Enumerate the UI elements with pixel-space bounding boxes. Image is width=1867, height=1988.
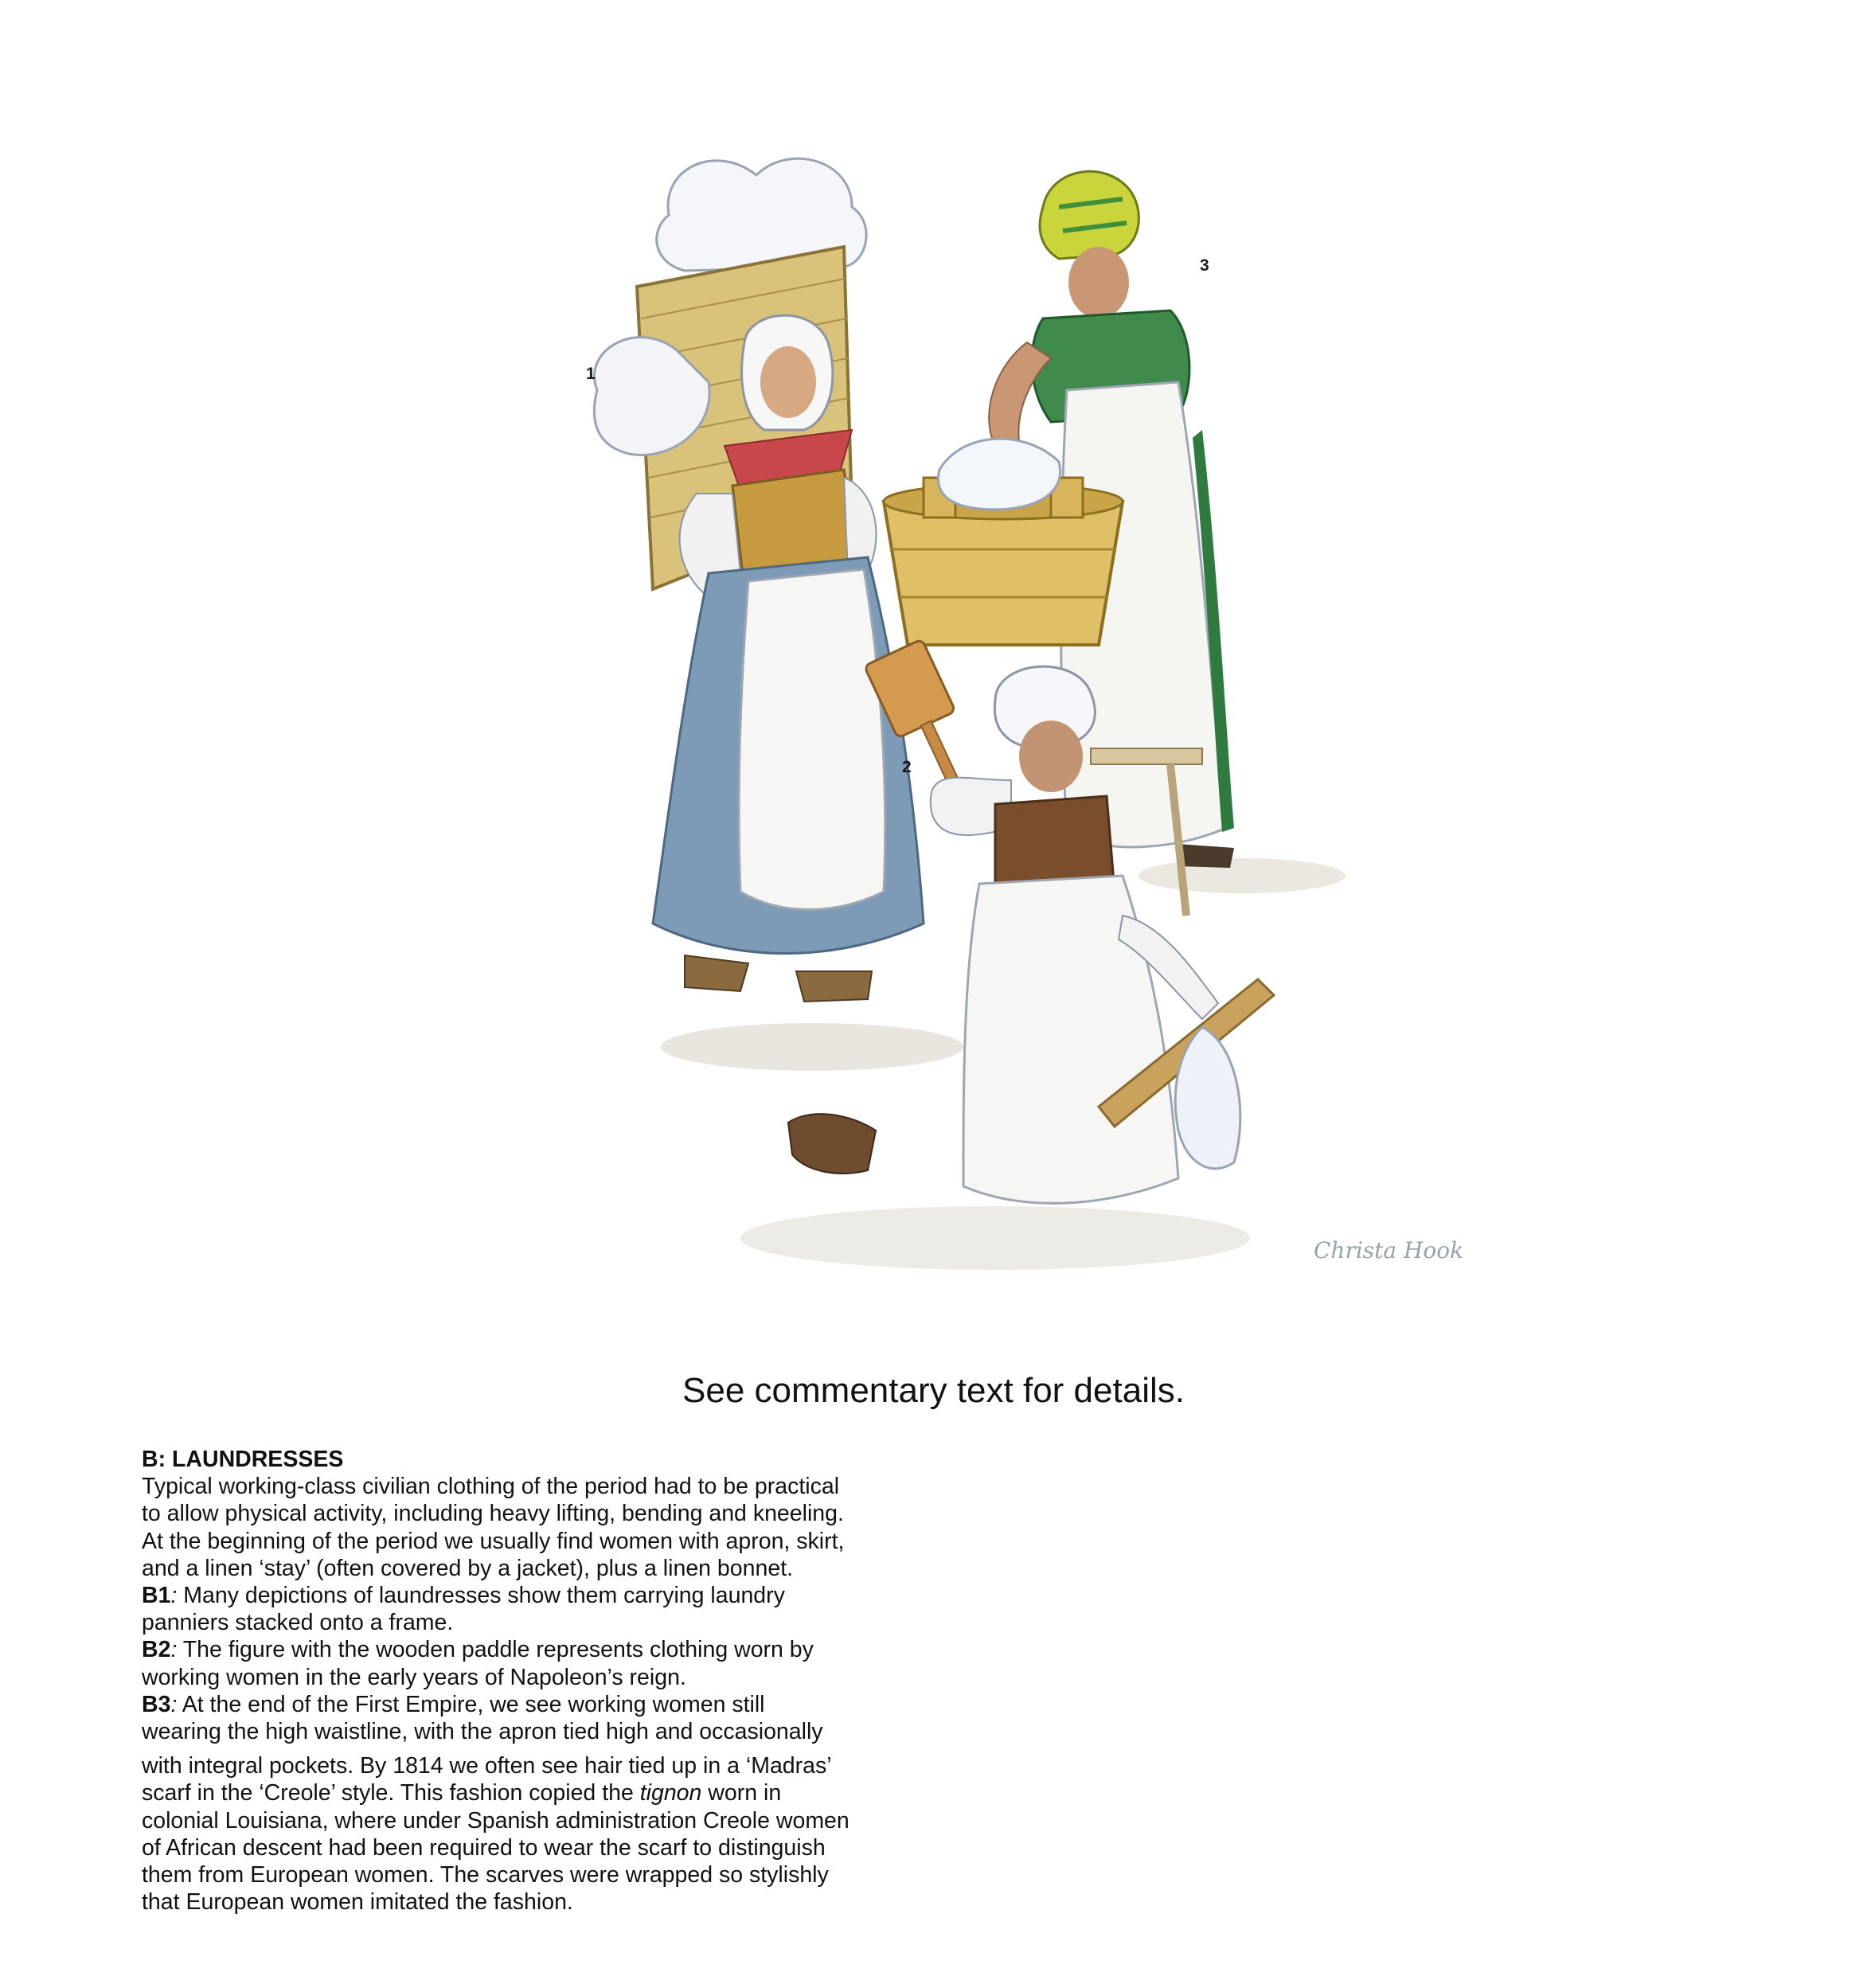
b3-tignon-before: scarf in the ‘Creole’ style. This fashion copied the [142, 1780, 640, 1806]
b2-label: B2 [142, 1637, 171, 1663]
plate-caption: See commentary text for details. [682, 1371, 1185, 1410]
b3-label: B3 [142, 1691, 171, 1717]
b1-text: Many depictions of laundresses show them carrying laundry [177, 1583, 785, 1609]
b3-tignon-line [142, 1779, 938, 1806]
b1-label: B1 [142, 1583, 171, 1609]
b1-text-line: panniers stacked onto a frame. [142, 1610, 454, 1636]
b3-text-line: that European women imitated the fashion. [142, 1889, 573, 1916]
figure-1-basket-carrier [594, 158, 924, 1002]
b3-text-line: wearing the high waistline, with the apron tied high and occasionally [142, 1719, 823, 1745]
b3-separator: : [170, 1691, 178, 1717]
b3-tignon-after: worn in [701, 1780, 782, 1806]
b3-text-line: them from European women. The scarves were wrapped so stylishly [142, 1862, 829, 1888]
b1-entry [142, 1582, 938, 1609]
b2-entry [142, 1636, 938, 1663]
figure-number-2: 2 [902, 758, 912, 776]
intro-line: to allow physical activity, including heavy lifting, bending and kneeling. [142, 1501, 844, 1527]
b2-separator: : [170, 1637, 178, 1663]
intro-line: and a linen ‘stay’ (often covered by a jacket), plus a linen bonnet. [142, 1555, 794, 1581]
b3-entry [142, 1691, 938, 1718]
commentary-heading: B: LAUNDRESSES [142, 1447, 344, 1472]
b1-separator: : [170, 1583, 178, 1609]
laundresses-illustration [549, 127, 1464, 1290]
b3-text-line: with integral pockets. By 1814 we often see hair tied up in a ‘Madras’ [142, 1753, 832, 1779]
commentary-text [142, 1446, 938, 1916]
b2-text: The figure with the wooden paddle represents clothing worn by [177, 1637, 814, 1663]
b3-text-line: colonial Louisiana, where under Spanish administration Creole women [142, 1807, 850, 1834]
b3-text-line: of African descent had been required to wear the scarf to distinguish [142, 1834, 826, 1861]
b3-text: At the end of the First Empire, we see working women still [177, 1691, 765, 1717]
figure-number-3: 3 [1200, 256, 1209, 275]
artist-signature: Christa Hook [1314, 1237, 1464, 1263]
b2-text-line: working women in the early years of Napoleon’s reign. [142, 1664, 686, 1690]
intro-line: At the beginning of the period we usually find women with apron, skirt, [142, 1528, 845, 1554]
b3-tignon-word: tignon [639, 1780, 702, 1806]
figure-number-1: 1 [586, 365, 596, 383]
intro-line: Typical working-class civilian clothing of the period had to be practical [142, 1474, 840, 1500]
